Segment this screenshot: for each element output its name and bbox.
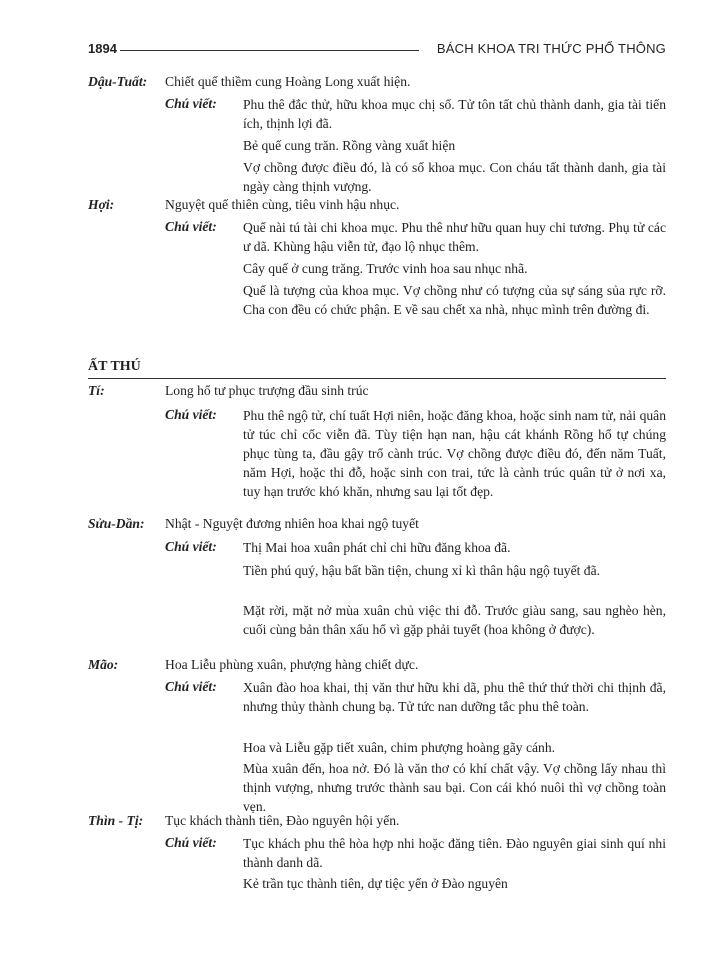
note-paragraph: Kẻ trần tục thành tiên, dự tiệc yến ở Đào nguyên (243, 876, 508, 891)
note-paragraph: Phu thê ngộ tử, chí tuất Hợi niên, hoặc đăng khoa, hoặc sinh nam tử, nải quân tử túc chỉ cốc viễn đã. Tùy tiện hạn nan, hậu cát khánh Rồng hổ tự chúng phục tùng ta, đầu gậy trổ cành trúc. Vợ chồng được điều đó, đến năm Tuất, năm Hợi, hoặc thi đỗ, hoặc sinh con trai, tức là cành trúc quân tử ở nơi xa, tuy hạn trước khó khăn, nhưng sau lại tốt đẹp. (243, 408, 666, 499)
note-paragraph: Tục khách phu thê hòa hợp nhi hoặc đăng tiên. Đào nguyên giai sinh quí nhi thành danh dã. (243, 836, 666, 870)
entry-line: Nhật - Nguyệt đương nhiên hoa khai ngộ tuyết (165, 516, 419, 531)
note-paragraph: Phu thê đắc thử, hữu khoa mục chị số. Tử tôn tất chủ thành danh, gia tài tiến ích, thịnh lợi đã. (243, 97, 666, 131)
note-paragraph: Mặt rời, mặt nở mùa xuân chủ việc thi đỗ. Trước giàu sang, sau nghèo hèn, cuối cùng bản thân xấu hổ vì gặp phải tuyết (hoa không ở được). (243, 603, 666, 637)
chu-viet-label: Chú viết: (165, 835, 217, 850)
section-title: ẤT THÚ (88, 359, 141, 374)
note-paragraph: Vợ chồng được điều đó, là có số khoa mục. Con cháu tất thành danh, gia tài ngày càng thịnh vượng. (243, 160, 666, 194)
chu-viet-label: Chú viết: (165, 219, 217, 234)
chu-viet-label: Chú viết: (165, 679, 217, 694)
note-paragraph: Mùa xuân đến, hoa nở. Đó là văn thơ có khí chất vậy. Vợ chồng lấy nhau thì thịnh vượng, nhưng trước thành sau bại. Con cái khó nuôi thì vợ chồng toàn vẹn. (243, 761, 666, 814)
book-title: BÁCH KHOA TRI THỨC PHỔ THÔNG (436, 41, 666, 56)
entry-key: Dậu-Tuất: (88, 74, 148, 89)
note-paragraph: Quế nài tú tài chi khoa mục. Phu thê như hữu quan huy chi tương. Phụ tử các ư dã. Khùng hậu viễn tử, đạo lộ nhục thêm. (243, 220, 666, 254)
note-paragraph: Thị Mai hoa xuân phát chỉ chi hữu đăng khoa đã. (243, 540, 511, 555)
note-paragraph: Hoa và Liễu gặp tiết xuân, chim phượng hoàng gãy cánh. (243, 740, 556, 755)
entry-line: Tục khách thành tiên, Đào nguyên hội yến. (165, 813, 400, 828)
chu-viet-label: Chú viết: (165, 539, 217, 554)
section-rule (88, 378, 666, 379)
entry-line: Long hổ tư phục trượng đầu sinh trúc (165, 383, 369, 398)
note-paragraph: Cây quế ở cung trăng. Trước vinh hoa sau nhục nhã. (243, 261, 528, 276)
entry-line: Nguyệt quế thiên cùng, tiêu vinh hậu nhục. (165, 197, 400, 212)
page-number: 1894 (88, 41, 117, 56)
entry-key: Mão: (88, 657, 119, 672)
entry-key: Thìn - Tị: (88, 813, 144, 828)
note-paragraph: Tiền phú quý, hậu bất bần tiện, chung xỉ kì thân hậu ngộ tuyết đã. (243, 563, 601, 578)
section-heading (88, 357, 666, 375)
entry-key: Sửu-Dần: (88, 516, 145, 531)
chu-viet-label: Chú viết: (165, 96, 217, 111)
entry-key: Tí: (88, 383, 105, 398)
entry-line: Chiết quế thiềm cung Hoàng Long xuất hiện. (165, 74, 411, 89)
entry-line: Hoa Liễu phùng xuân, phượng hàng chiết dực. (165, 657, 419, 672)
chu-viet-label: Chú viết: (165, 407, 217, 422)
entry-key: Hợi: (88, 197, 115, 212)
page-header (88, 40, 666, 64)
header-rule (120, 50, 419, 51)
note-paragraph: Quế là tượng của khoa mục. Vợ chồng như có tượng của sự sáng sủa rực rỡ. Cha con đều có chức phận. E về sau chết xa nhà, nhục mình trên đường đi. (243, 283, 666, 317)
note-paragraph: Bẻ quế cung trăn. Rồng vàng xuất hiện (243, 138, 456, 153)
note-paragraph: Xuân đào hoa khai, thị văn thư hữu khi dã, phu thê thứ thứ thời chi thịnh đã, nhưng thủy thành chung bạ. Tử tức nan dưỡng tắc phu thê toàn. (243, 680, 666, 714)
